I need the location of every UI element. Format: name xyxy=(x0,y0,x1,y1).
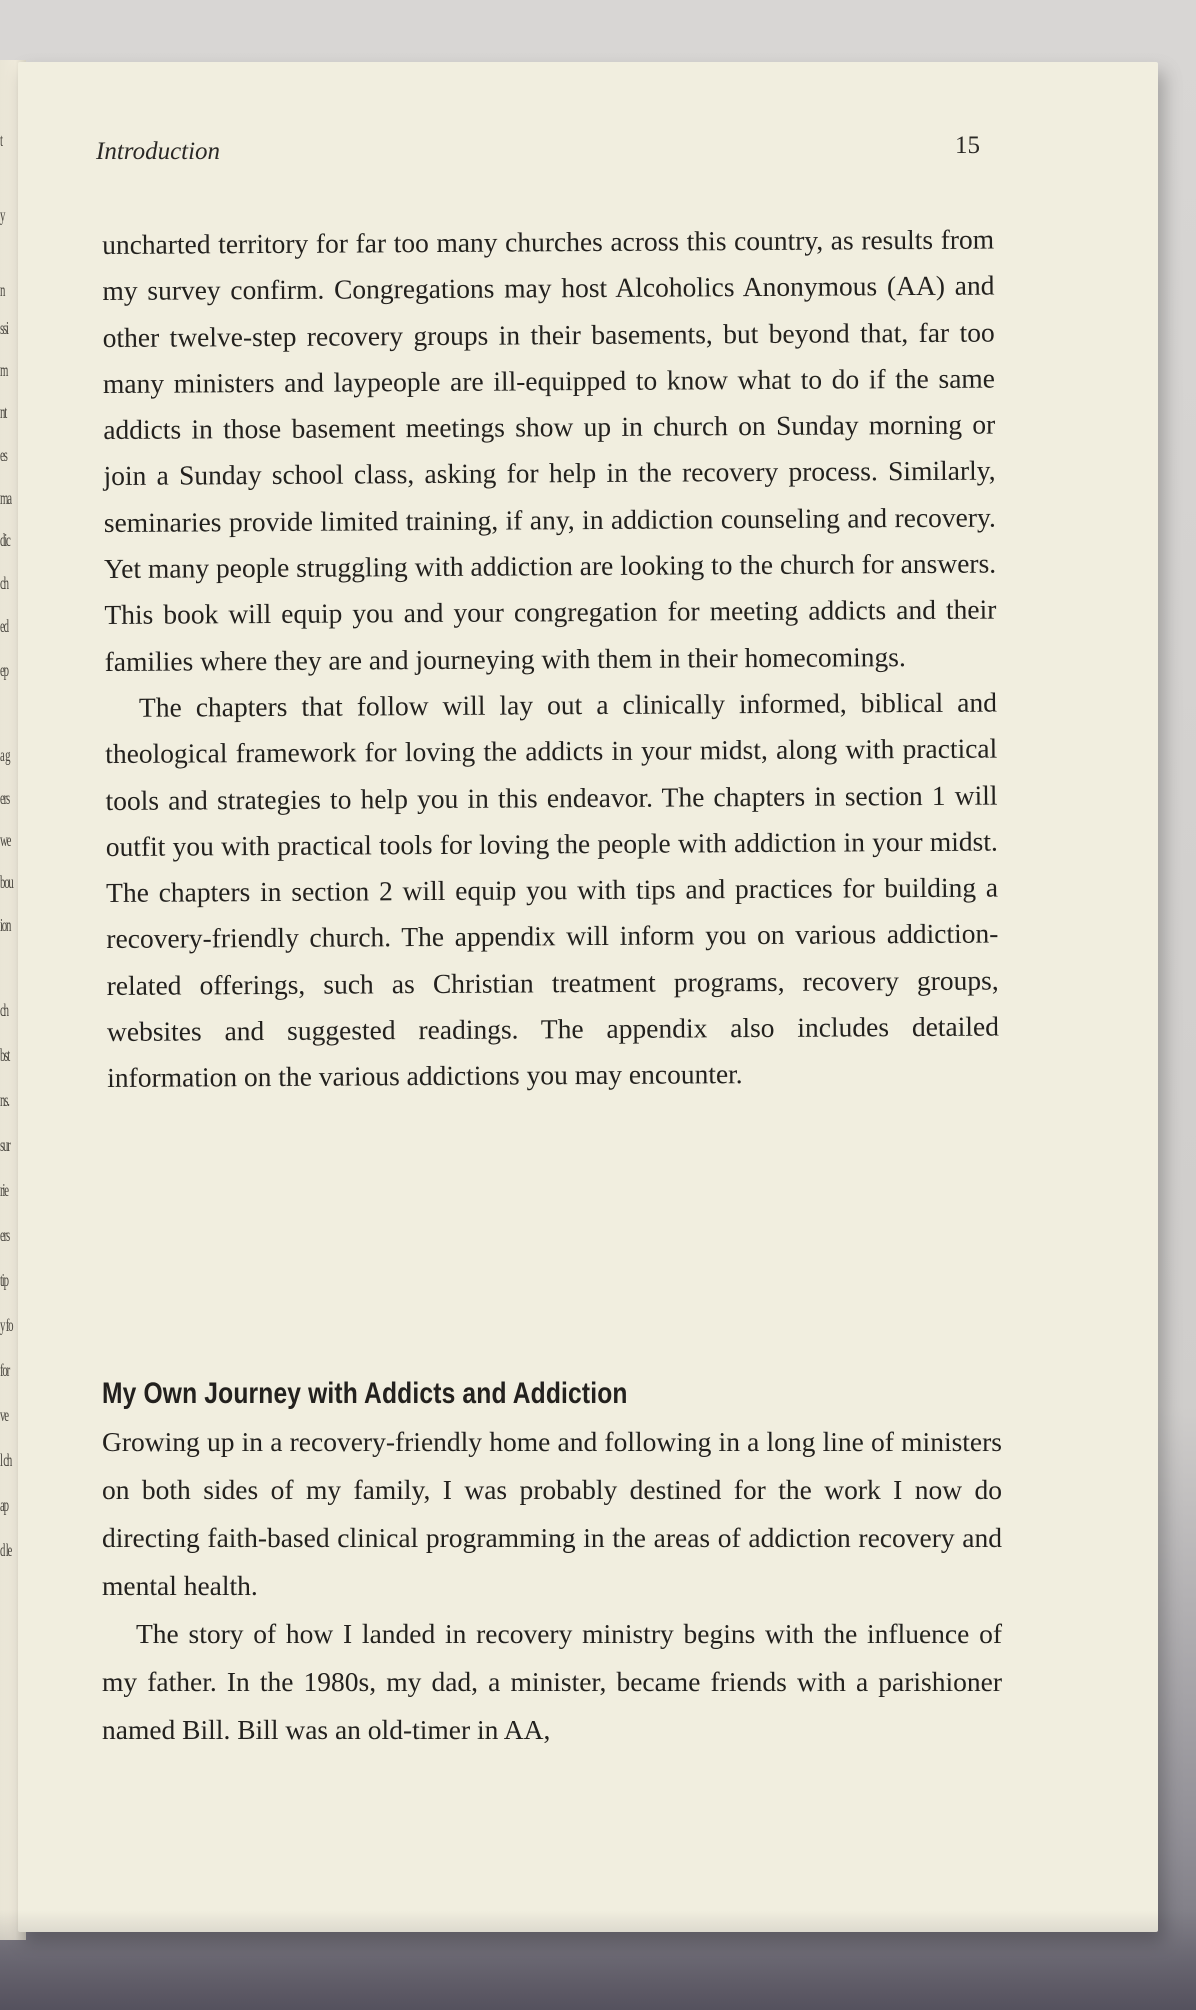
adjacent-page-fragment: bst xyxy=(0,1045,10,1065)
paragraph: uncharted territory for far too many churches across this country, as results from my survey confirm. Congregations may host Alcoholics Anonymous (AA) and other twelve-step recovery groups in their basements, but beyond that, far too many ministers and laypeople are ill-equipped to know what to do if the same addicts in those basement meetings show up in church on Sunday morning or join a Sunday school class, asking for help in the recovery process. Similarly, seminaries provide limited training, if any, in addiction counseling and recovery. Yet many people struggling with addiction are looking to the church for answers. This book will equip you and your congregation for meeting addicts and their families where they are and journeying with them in their homecomings. xyxy=(102,223,997,677)
adjacent-page-fragment: ers xyxy=(0,788,9,808)
adjacent-page-fragment: es xyxy=(0,445,7,465)
adjacent-page-fragment: t xyxy=(0,130,2,150)
section xyxy=(102,1370,1002,1754)
adjacent-page-fragment: tip xyxy=(0,1270,8,1290)
adjacent-page-fragment: bou xyxy=(0,872,13,892)
adjacent-page-fragment: ns. xyxy=(0,1090,9,1110)
paragraph: The chapters that follow will lay out a clinically informed, biblical and theological framework for loving the addicts in your midst, along with practical tools and strategies to help you in this endeavor. The chapters in section 1 will outfit you with practical tools for loving the people with addiction in your midst. The chapters in section 2 will equip you with tips and practices for building a recovery-friendly church. The appendix will inform you on various addiction-related offerings, such as Christian treatment programs, recovery groups, websites and suggested readings. The appendix also includes detailed information on the various addictions you may encounter. xyxy=(105,686,1000,1094)
adjacent-page-fragment: l ch xyxy=(0,1450,12,1470)
adjacent-page-fragment: d le xyxy=(0,1540,12,1560)
running-head: Introduction xyxy=(96,138,221,165)
adjacent-page-fragment: we xyxy=(0,830,11,850)
adjacent-page-fragment: m xyxy=(0,360,8,380)
adjacent-page-fragment: ion xyxy=(0,915,11,935)
adjacent-page-fragment: ma xyxy=(0,488,11,508)
adjacent-page-fragment: dic xyxy=(0,530,10,550)
shadow xyxy=(0,1910,1196,2010)
adjacent-page-fragment: n xyxy=(0,280,5,300)
adjacent-page-fragment: ch xyxy=(0,1000,8,1020)
adjacent-page-fragment: nt xyxy=(0,402,7,422)
paragraph: Growing up in a recovery-friendly home and following in a long line of ministers on both sides of my family, I was probably destined for the work I now do directing faith-based clinical programming in the areas of addiction recovery and mental health. xyxy=(102,1426,1002,1601)
adjacent-page-fragment: ed xyxy=(0,616,8,636)
adjacent-page-fragment: a g xyxy=(0,745,10,765)
adjacent-page-fragment: y xyxy=(0,205,5,225)
adjacent-page-fragment: ap xyxy=(0,1495,8,1515)
adjacent-page-fragment: for xyxy=(0,1360,9,1380)
adjacent-page-fragment: ers xyxy=(0,1225,9,1245)
adjacent-page-fragment: ssi xyxy=(0,318,8,338)
page-number: 15 xyxy=(955,132,980,159)
paragraph: The story of how I landed in recovery ministry begins with the influence of my father. In the 1980s, my dad, a minister, became friends with a parishioner named Bill. Bill was an old-timer in AA, xyxy=(102,1618,1002,1745)
section-heading: My Own Journey with Addicts and Addiction xyxy=(102,1377,628,1410)
adjacent-page-fragment: rie xyxy=(0,1180,8,1200)
intro-text xyxy=(102,217,999,1102)
adjacent-page-fragment: ch xyxy=(0,573,8,593)
adjacent-page-fragment: y fo xyxy=(0,1315,13,1335)
adjacent-page-fragment: sur xyxy=(0,1135,10,1155)
adjacent-page-fragment: ep xyxy=(0,660,8,680)
adjacent-page-fragment: ve xyxy=(0,1405,8,1425)
